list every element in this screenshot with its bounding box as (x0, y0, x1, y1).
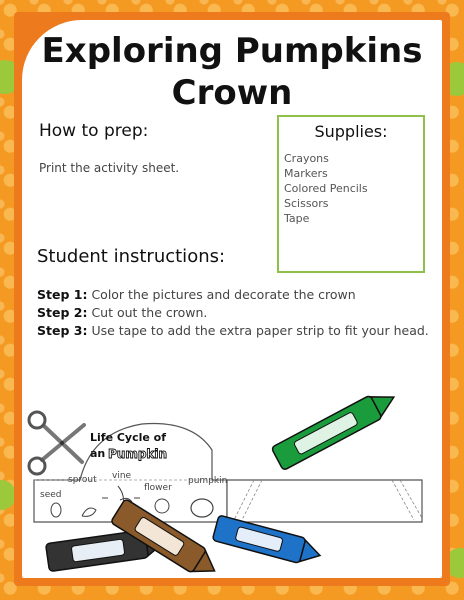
scissors-icon (29, 412, 84, 474)
supply-item: Colored Pencils (284, 182, 368, 195)
activity-sheet (22, 20, 442, 578)
crown-title-pumpkin: Pumpkin (108, 447, 168, 461)
step-label: Step 1: (37, 287, 88, 302)
supply-item: Tape (284, 212, 310, 225)
prep-text: Print the activity sheet. (39, 161, 180, 175)
step-text: Color the pictures and decorate the crown (91, 287, 356, 302)
step-label: Step 3: (37, 323, 88, 338)
crown-label-sprout: sprout (68, 475, 97, 485)
step-text: Cut out the crown. (91, 305, 208, 320)
crown-title-an: an (90, 447, 106, 460)
green-crayon-icon (271, 386, 400, 471)
title-line-2: Crown (171, 73, 293, 113)
instructions-heading: Student instructions: (37, 246, 226, 267)
crown-illustration (22, 20, 442, 578)
crown-label-seed: seed (40, 490, 62, 500)
blue-crayon-icon (212, 515, 323, 568)
supply-item: Scissors (284, 197, 329, 210)
step-text: Use tape to add the extra paper strip to fit your head. (91, 323, 429, 338)
prep-heading: How to prep: (39, 121, 149, 141)
crown-label-vine: vine (112, 471, 132, 481)
crown-paper-strip (227, 480, 422, 522)
crown-title-line-1: Life Cycle of (90, 431, 167, 444)
title-line-1: Exploring Pumpkins (41, 31, 423, 71)
supply-item: Markers (284, 167, 328, 180)
crown-label-pumpkin: pumpkin (188, 476, 228, 486)
crown-label-flower: flower (144, 483, 172, 493)
supply-item: Crayons (284, 152, 329, 165)
supplies-heading: Supplies: (314, 122, 388, 141)
step-label: Step 2: (37, 305, 88, 320)
